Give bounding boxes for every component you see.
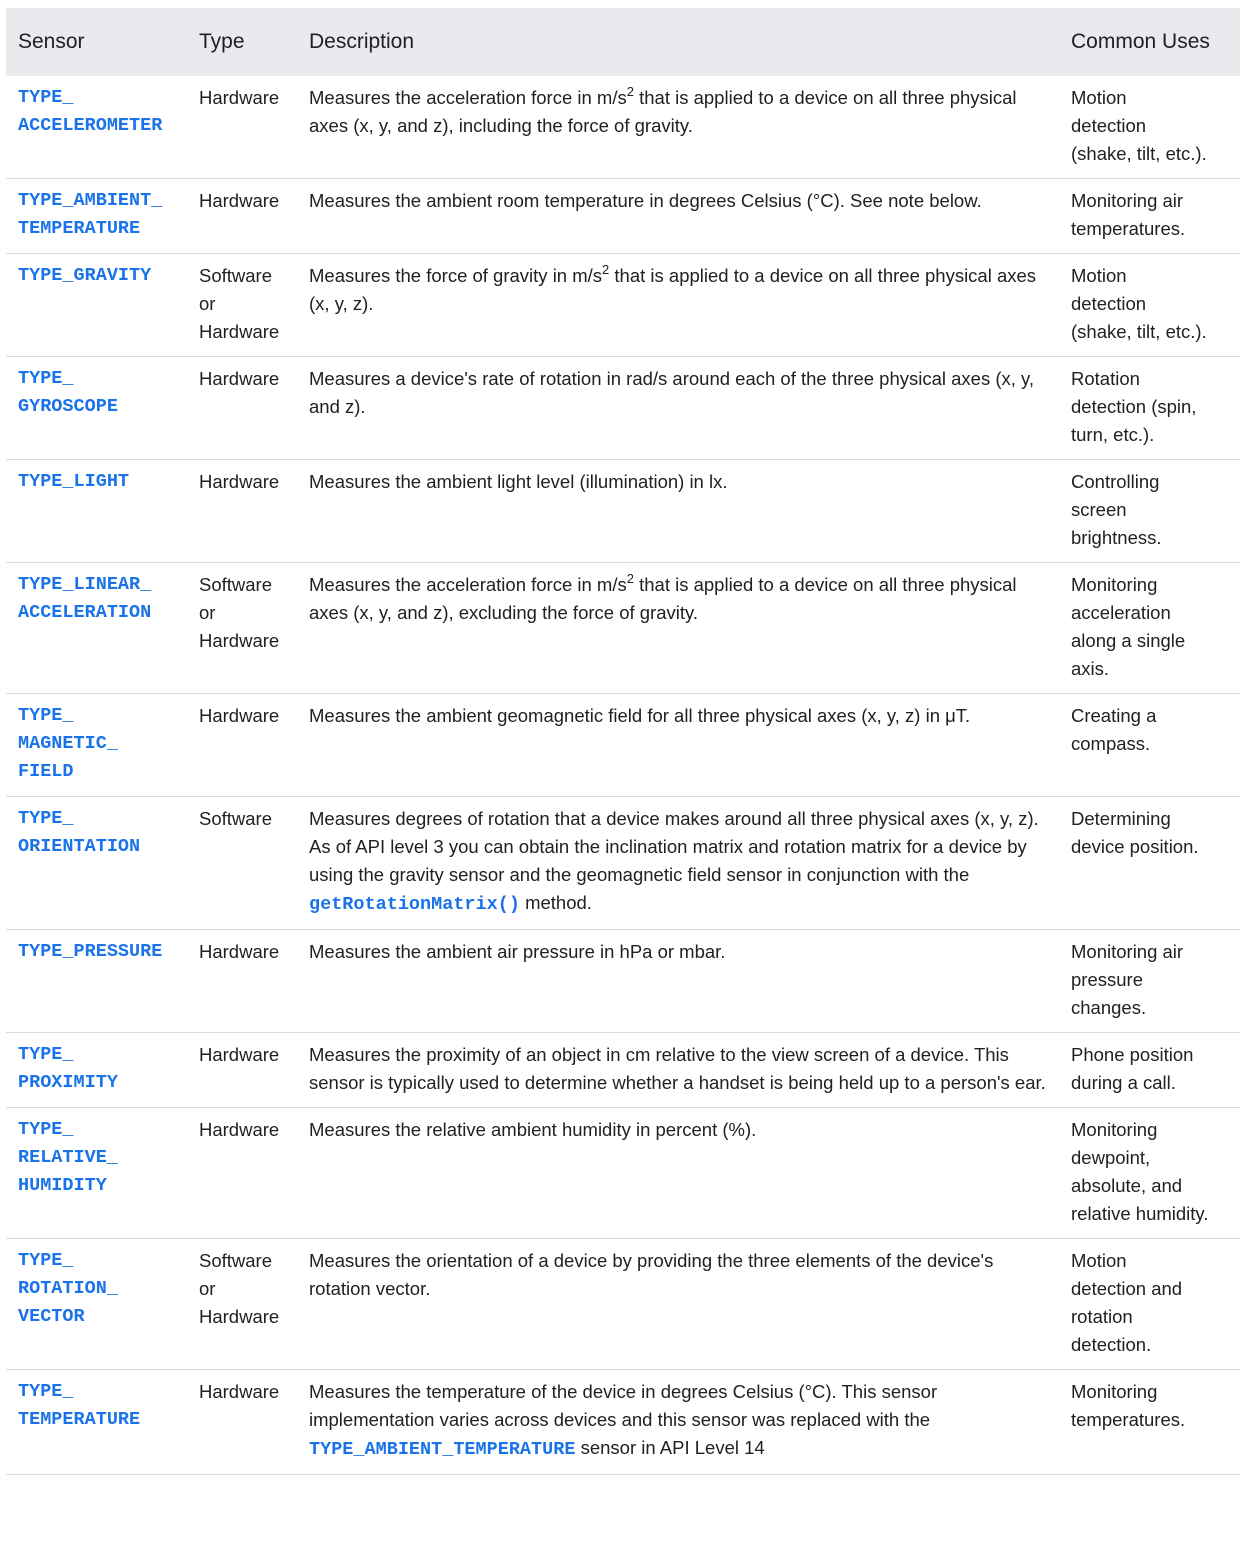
sensor-link[interactable]: TYPE_ PROXIMITY xyxy=(18,1044,118,1093)
uses-cell: Controlling screen brightness. xyxy=(1065,460,1240,563)
description-cell: Measures the ambient room temperature in degrees Celsius (°C). See note below. xyxy=(297,179,1065,254)
sensor-table-container xyxy=(6,8,1240,1475)
description-cell: Measures the acceleration force in $m/s^2$ that is applied to a device on all three physical axes (x, y, and z), excluding the force of gravity. xyxy=(297,563,1065,694)
sensor-cell xyxy=(6,1370,187,1475)
header-description: Description xyxy=(297,8,1065,76)
header-common-uses: Common Uses xyxy=(1065,8,1240,76)
sensor-link[interactable]: TYPE_AMBIENT_ TEMPERATURE xyxy=(18,190,163,239)
uses-cell: Determining device position. xyxy=(1065,797,1240,930)
description-cell: Measures the orientation of a device by providing the three elements of the device's rotation vector. xyxy=(297,1239,1065,1370)
table-row xyxy=(6,179,1240,254)
sensor-link[interactable]: TYPE_ MAGNETIC_ FIELD xyxy=(18,705,118,782)
uses-cell: Creating a compass. xyxy=(1065,694,1240,797)
sensor-cell xyxy=(6,1033,187,1108)
type-cell: Hardware xyxy=(187,76,297,179)
type-cell: Hardware xyxy=(187,460,297,563)
sensor-link[interactable]: TYPE_ ORIENTATION xyxy=(18,808,141,857)
sensor-cell xyxy=(6,254,187,357)
description-cell: Measures the proximity of an object in cm relative to the view screen of a device. This sensor is typically used to determine whether a handset is being held up to a person's ear. xyxy=(297,1033,1065,1108)
sensor-link[interactable]: TYPE_PRESSURE xyxy=(18,941,163,962)
description-cell: Measures a device's rate of rotation in rad/s around each of the three physical axes (x, y, and z). xyxy=(297,357,1065,460)
sensor-cell xyxy=(6,563,187,694)
description-cell: Measures the ambient geomagnetic field for all three physical axes (x, y, z) in μT. xyxy=(297,694,1065,797)
uses-cell: Phone position during a call. xyxy=(1065,1033,1240,1108)
sensor-link[interactable]: TYPE_ RELATIVE_ HUMIDITY xyxy=(18,1119,118,1196)
description-cell: Measures the force of gravity in $m/s^2$ that is applied to a device on all three physical axes (x, y, z). xyxy=(297,254,1065,357)
table-row xyxy=(6,563,1240,694)
sensor-link[interactable]: TYPE_LINEAR_ ACCELERATION xyxy=(18,574,152,623)
sensor-cell xyxy=(6,460,187,563)
sensor-link[interactable]: TYPE_LIGHT xyxy=(18,471,130,492)
table-row xyxy=(6,797,1240,930)
table-row xyxy=(6,930,1240,1033)
sensor-cell xyxy=(6,930,187,1033)
description-cell: Measures the acceleration force in $m/s^2$ that is applied to a device on all three physical axes (x, y, and z), including the force of gravity. xyxy=(297,76,1065,179)
sensor-cell xyxy=(6,694,187,797)
table-row xyxy=(6,76,1240,179)
uses-cell: Monitoring air temperatures. xyxy=(1065,179,1240,254)
uses-cell: Motion detection and rotation detection. xyxy=(1065,1239,1240,1370)
table-row xyxy=(6,357,1240,460)
type-cell: Software xyxy=(187,797,297,930)
table-row xyxy=(6,460,1240,563)
description-cell: Measures degrees of rotation that a device makes around all three physical axes (x, y, z). As of API level 3 you can obtain the inclination matrix and rotation matrix for a device by using the gravity sensor and the geomagnetic field sensor in conjunction with the getRotationMatrix() method. xyxy=(297,797,1065,930)
type-ambient-temperature-link[interactable]: TYPE_AMBIENT_TEMPERATURE xyxy=(309,1439,576,1460)
table-row xyxy=(6,254,1240,357)
sensor-table xyxy=(6,8,1240,1475)
type-cell: Hardware xyxy=(187,179,297,254)
type-cell: Software or Hardware xyxy=(187,1239,297,1370)
sensor-cell xyxy=(6,797,187,930)
description-cell: Measures the temperature of the device in degrees Celsius (°C). This sensor implementation varies across devices and this sensor was replaced with the TYPE_AMBIENT_TEMPERATURE sensor in API Level 14 xyxy=(297,1370,1065,1475)
sensor-link[interactable]: TYPE_GRAVITY xyxy=(18,265,152,286)
sensor-cell xyxy=(6,1239,187,1370)
type-cell: Hardware xyxy=(187,1370,297,1475)
uses-cell: Rotation detection (spin, turn, etc.). xyxy=(1065,357,1240,460)
description-cell: Measures the ambient light level (illumination) in lx. xyxy=(297,460,1065,563)
header-sensor: Sensor xyxy=(6,8,187,76)
table-row xyxy=(6,1108,1240,1239)
table-row xyxy=(6,1370,1240,1475)
type-cell: Software or Hardware xyxy=(187,254,297,357)
type-cell: Software or Hardware xyxy=(187,563,297,694)
sensor-cell xyxy=(6,76,187,179)
table-header-row xyxy=(6,8,1240,76)
uses-cell: Monitoring acceleration along a single axis. xyxy=(1065,563,1240,694)
uses-cell: Motion detection (shake, tilt, etc.). xyxy=(1065,254,1240,357)
uses-cell: Monitoring temperatures. xyxy=(1065,1370,1240,1475)
header-type: Type xyxy=(187,8,297,76)
type-cell: Hardware xyxy=(187,694,297,797)
description-cell: Measures the relative ambient humidity in percent (%). xyxy=(297,1108,1065,1239)
type-cell: Hardware xyxy=(187,357,297,460)
sensor-link[interactable]: TYPE_ GYROSCOPE xyxy=(18,368,118,417)
sensor-cell xyxy=(6,1108,187,1239)
table-row xyxy=(6,1239,1240,1370)
get-rotation-matrix-link[interactable]: getRotationMatrix() xyxy=(309,894,520,915)
sensor-cell xyxy=(6,357,187,460)
uses-cell: Monitoring dewpoint, absolute, and relative humidity. xyxy=(1065,1108,1240,1239)
uses-cell: Motion detection (shake, tilt, etc.). xyxy=(1065,76,1240,179)
type-cell: Hardware xyxy=(187,930,297,1033)
type-cell: Hardware xyxy=(187,1033,297,1108)
sensor-link[interactable]: TYPE_ ACCELEROMETER xyxy=(18,87,163,136)
type-cell: Hardware xyxy=(187,1108,297,1239)
sensor-cell xyxy=(6,179,187,254)
sensor-link[interactable]: TYPE_ ROTATION_ VECTOR xyxy=(18,1250,118,1327)
sensor-link[interactable]: TYPE_ TEMPERATURE xyxy=(18,1381,141,1430)
uses-cell: Monitoring air pressure changes. xyxy=(1065,930,1240,1033)
description-cell: Measures the ambient air pressure in hPa or mbar. xyxy=(297,930,1065,1033)
table-row xyxy=(6,694,1240,797)
table-row xyxy=(6,1033,1240,1108)
